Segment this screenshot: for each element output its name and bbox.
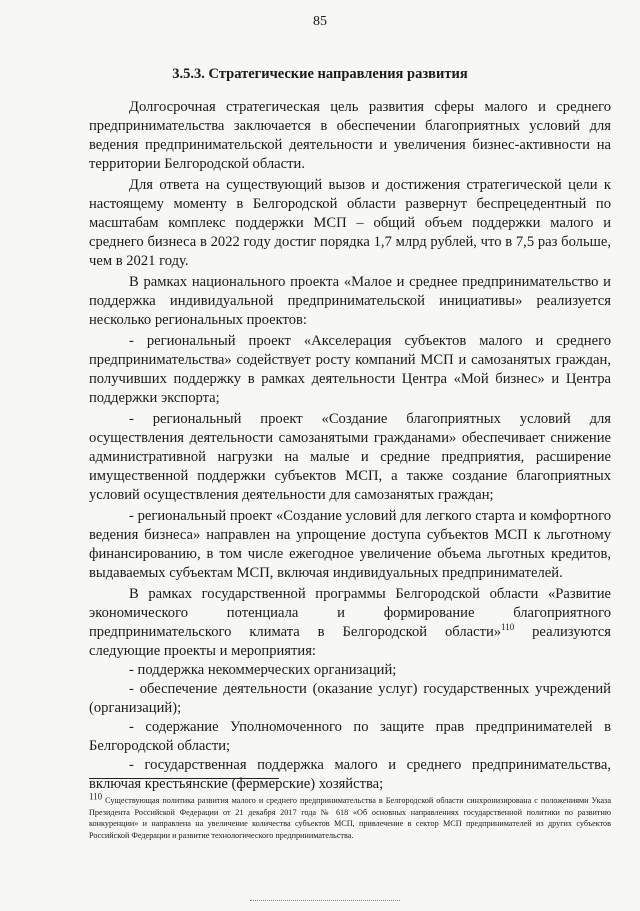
paragraph-text: В рамках государственной программы Белгородской области «Развитие экономического потенциала и формирование благоприятного предпринимательского климата в Белгородской области» — [89, 586, 611, 640]
list-item: - региональный проект «Создание условий для легкого старта и комфортного ведения бизнеса» направлен на упрощение доступа субъектов МСП к льготному финансированию, в том числе ежегодное увеличение объема льготных кредитов, выдаваемых субъектам МСП, включая индивидуальных предпринимателей. — [89, 508, 611, 581]
footnote-number: 110 — [89, 791, 103, 802]
list-item: - поддержка некоммерческих организаций; — [129, 662, 397, 678]
footnote — [89, 791, 611, 841]
body-text — [89, 98, 611, 794]
footnote-reference: 110 — [501, 622, 515, 633]
paragraph-text-tail: реализуются следующие проекты и мероприятия: — [89, 624, 612, 659]
paragraph — [89, 585, 611, 661]
list-item: - региональный проект «Акселерация субъектов малого и среднего предпринимательства» содействует росту компаний МСП и самозанятых граждан, получивших поддержку в рамках деятельности Центра «Мой бизнес» и Центра поддержки экспорта; — [89, 333, 611, 406]
list-item: - государственная поддержка малого и среднего предпринимательства, включая крестьянские (фермерские) хозяйства; — [89, 757, 611, 792]
paragraph: В рамках национального проекта «Малое и среднее предпринимательство и поддержка индивидуальной предпринимательской инициативы» реализуется несколько региональных проектов: — [89, 274, 611, 328]
paragraph: Долгосрочная стратегическая цель развития сферы малого и среднего предпринимательства заключается в обеспечении благоприятных условий для ведения предпринимательской деятельности и увеличения бизнес-активности на территории Белгородской области. — [89, 99, 611, 172]
paragraph: Для ответа на существующий вызов и достижения стратегической цели к настоящему моменту в Белгородской области развернут беспрецедентный по масштабам комплекс поддержки МСП – общий объем поддержки малого и среднего бизнеса в 2022 году достиг порядка 1,7 млрд рублей, что в 7,5 раз больше, чем в 2021 году. — [89, 177, 611, 269]
section-title: 3.5.3. Стратегические направления развития — [172, 66, 468, 82]
footnote-separator — [89, 778, 279, 779]
footnote-text: Существующая политика развития малого и среднего предпринимательства в Белгородской области синхронизирована с положениями Указа Президента Российской Федерации от 21 декабря 2017 года № 618 «Об основных направлениях государственной политики по развитию конкуренции» и направлена на увеличение количества субъектов МСП, привлечение в сектор МСП предпринимателей из других субъектов Российской Федерации и развитие технологического предпринимательства. — [89, 796, 611, 840]
page-number: 85 — [313, 14, 327, 29]
list-item: - содержание Уполномоченного по защите прав предпринимателей в Белгородской области; — [89, 719, 611, 754]
scan-artifact — [250, 900, 400, 905]
list-item: - обеспечение деятельности (оказание услуг) государственных учреждений (организаций); — [89, 681, 611, 716]
list-item: - региональный проект «Создание благоприятных условий для осуществления деятельности самозанятыми гражданами» обеспечивает снижение административной нагрузки на малые и средние предприятия, расширение имущественной поддержки субъектов МСП, а также создание благоприятных условий осуществления деятельности для самозанятых граждан; — [89, 411, 611, 503]
